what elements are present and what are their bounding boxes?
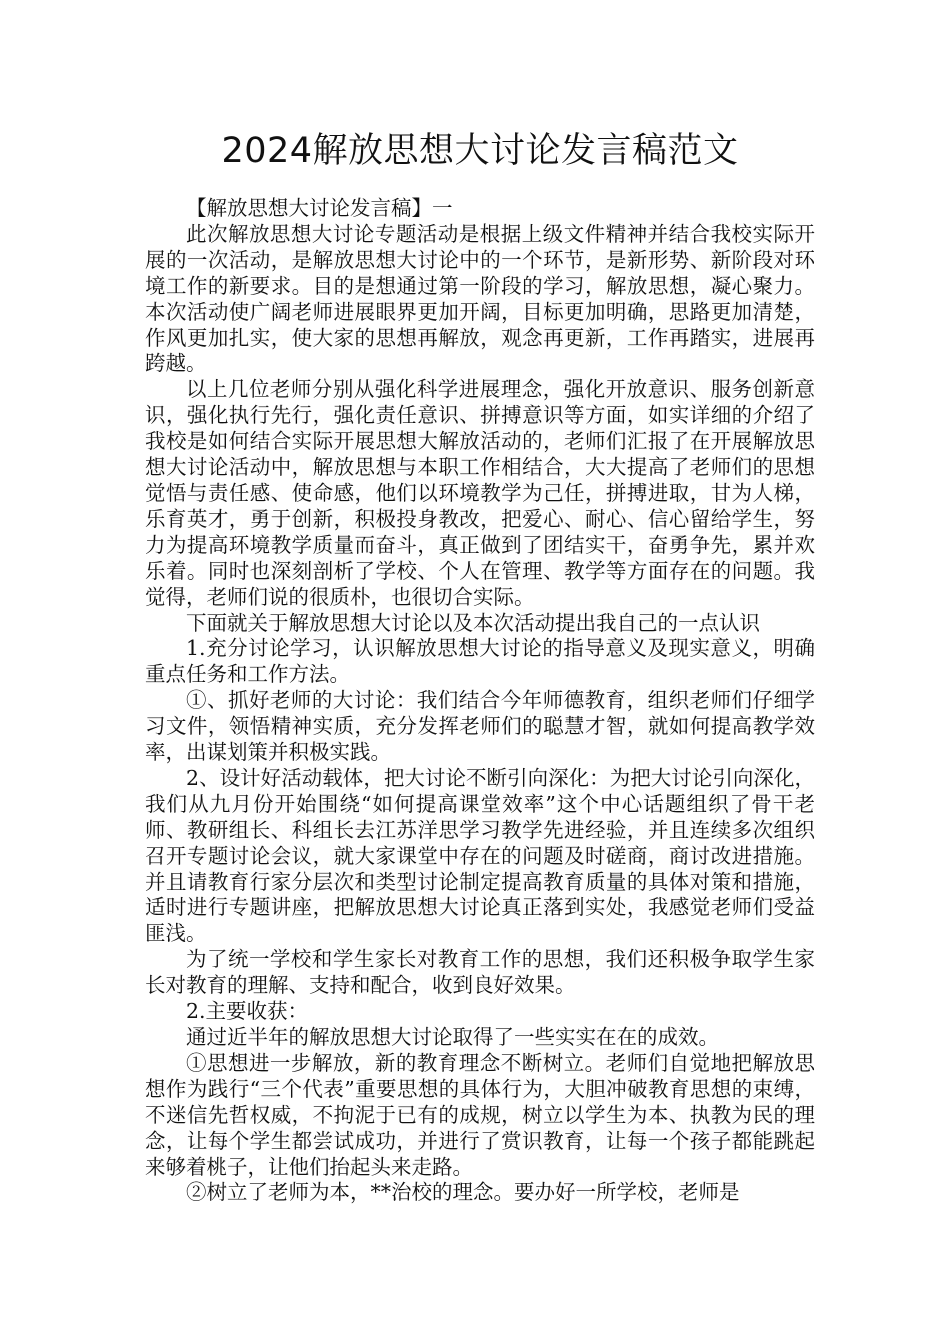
document-page [145,0,815,1206]
paragraph-section-heading: 【解放思想大讨论发言稿】一 [186,196,453,220]
paragraph: 为了统一学校和学生家长对教育工作的思想，我们还积极争取学生家长对教育的理解、支持和配合，收到良好效果。 [145,947,815,998]
paragraph: 通过近半年的解放思想大讨论取得了一些实实在在的成效。 [186,1025,719,1049]
paragraph: 此次解放思想大讨论专题活动是根据上级文件精神并结合我校实际开展的一次活动，是解放思想大讨论中的一个环节，是新形势、新阶段对环境工作的新要求。目的是想通过第一阶段的学习，解放思想，凝心聚力。本次活动使广阔老师进展眼界更加开阔，目标更加明确，思路更加清楚，作风更加扎实，使大家的思想再解放，观念再更新，工作再踏实，进展再跨越。 [145,221,815,376]
paragraph-sub-item: ①思想进一步解放，新的教育理念不断树立。老师们自觉地把解放思想作为践行“三个代表”重要思想的具体行为，大胆冲破教育思想的束缚，不迷信先哲权威，不拘泥于已有的成规，树立以学生为本、执教为民的理念，让每个学生都尝试成功，并进行了赏识教育，让每一个孩子都能跳起来够着桃子，让他们抬起头来走路。 [145,1050,815,1179]
paragraph-sub-item: ②树立了老师为本，**治校的理念。要办好一所学校，老师是 [186,1180,740,1205]
paragraph-numbered-item: 2.主要收获： [186,999,309,1024]
paragraph-sub-item: ①、抓好老师的大讨论：我们结合今年师德教育，组织老师们仔细学习文件，领悟精神实质，充分发挥老师们的聪慧才智，就如何提高教学效率，出谋划策并积极实践。 [145,688,815,765]
document-title: 2024解放思想大讨论发言稿范文 [221,131,739,171]
paragraph-numbered-item: 2、设计好活动载体，把大讨论不断引向深化：为把大讨论引向深化，我们从九月份开始围绕“如何提高课堂效率”这个中心话题组织了骨干老师、教研组长、科组长去江苏洋思学习教学先进经验，并且连续多次组织召开专题讨论会议，就大家课堂中存在的问题及时磋商，商讨改进措施。并且请教育行家分层次和类型讨论制定提高教育质量的具体对策和措施，适时进行专题讲座，把解放思想大讨论真正落到实处，我感觉老师们受益匪浅。 [145,765,815,946]
paragraph: 以上几位老师分别从强化科学进展理念，强化开放意识、服务创新意识，强化执行先行，强化责任意识、拼搏意识等方面，如实详细的介绍了我校是如何结合实际开展思想大解放活动的，老师们汇报了在开展解放思想大讨论活动中，解放思想与本职工作相结合，大大提高了老师们的思想觉悟与责任感、使命感，他们以环境教学为己任，拼搏进取，甘为人梯，乐育英才，勇于创新，积极投身教改，把爱心、耐心、信心留给学生，努力为提高环境教学质量而奋斗，真正做到了团结实干，奋勇争先，累并欢乐着。同时也深刻剖析了学校、个人在管理、教学等方面存在的问题。我觉得，老师们说的很质朴，也很切合实际。 [145,377,815,609]
document-body [145,196,815,1206]
paragraph: 下面就关于解放思想大讨论以及本次活动提出我自己的一点认识 [186,610,760,635]
paragraph-numbered-item: 1.充分讨论学习，认识解放思想大讨论的指导意义及现实意义，明确重点任务和工作方法。 [145,636,815,687]
